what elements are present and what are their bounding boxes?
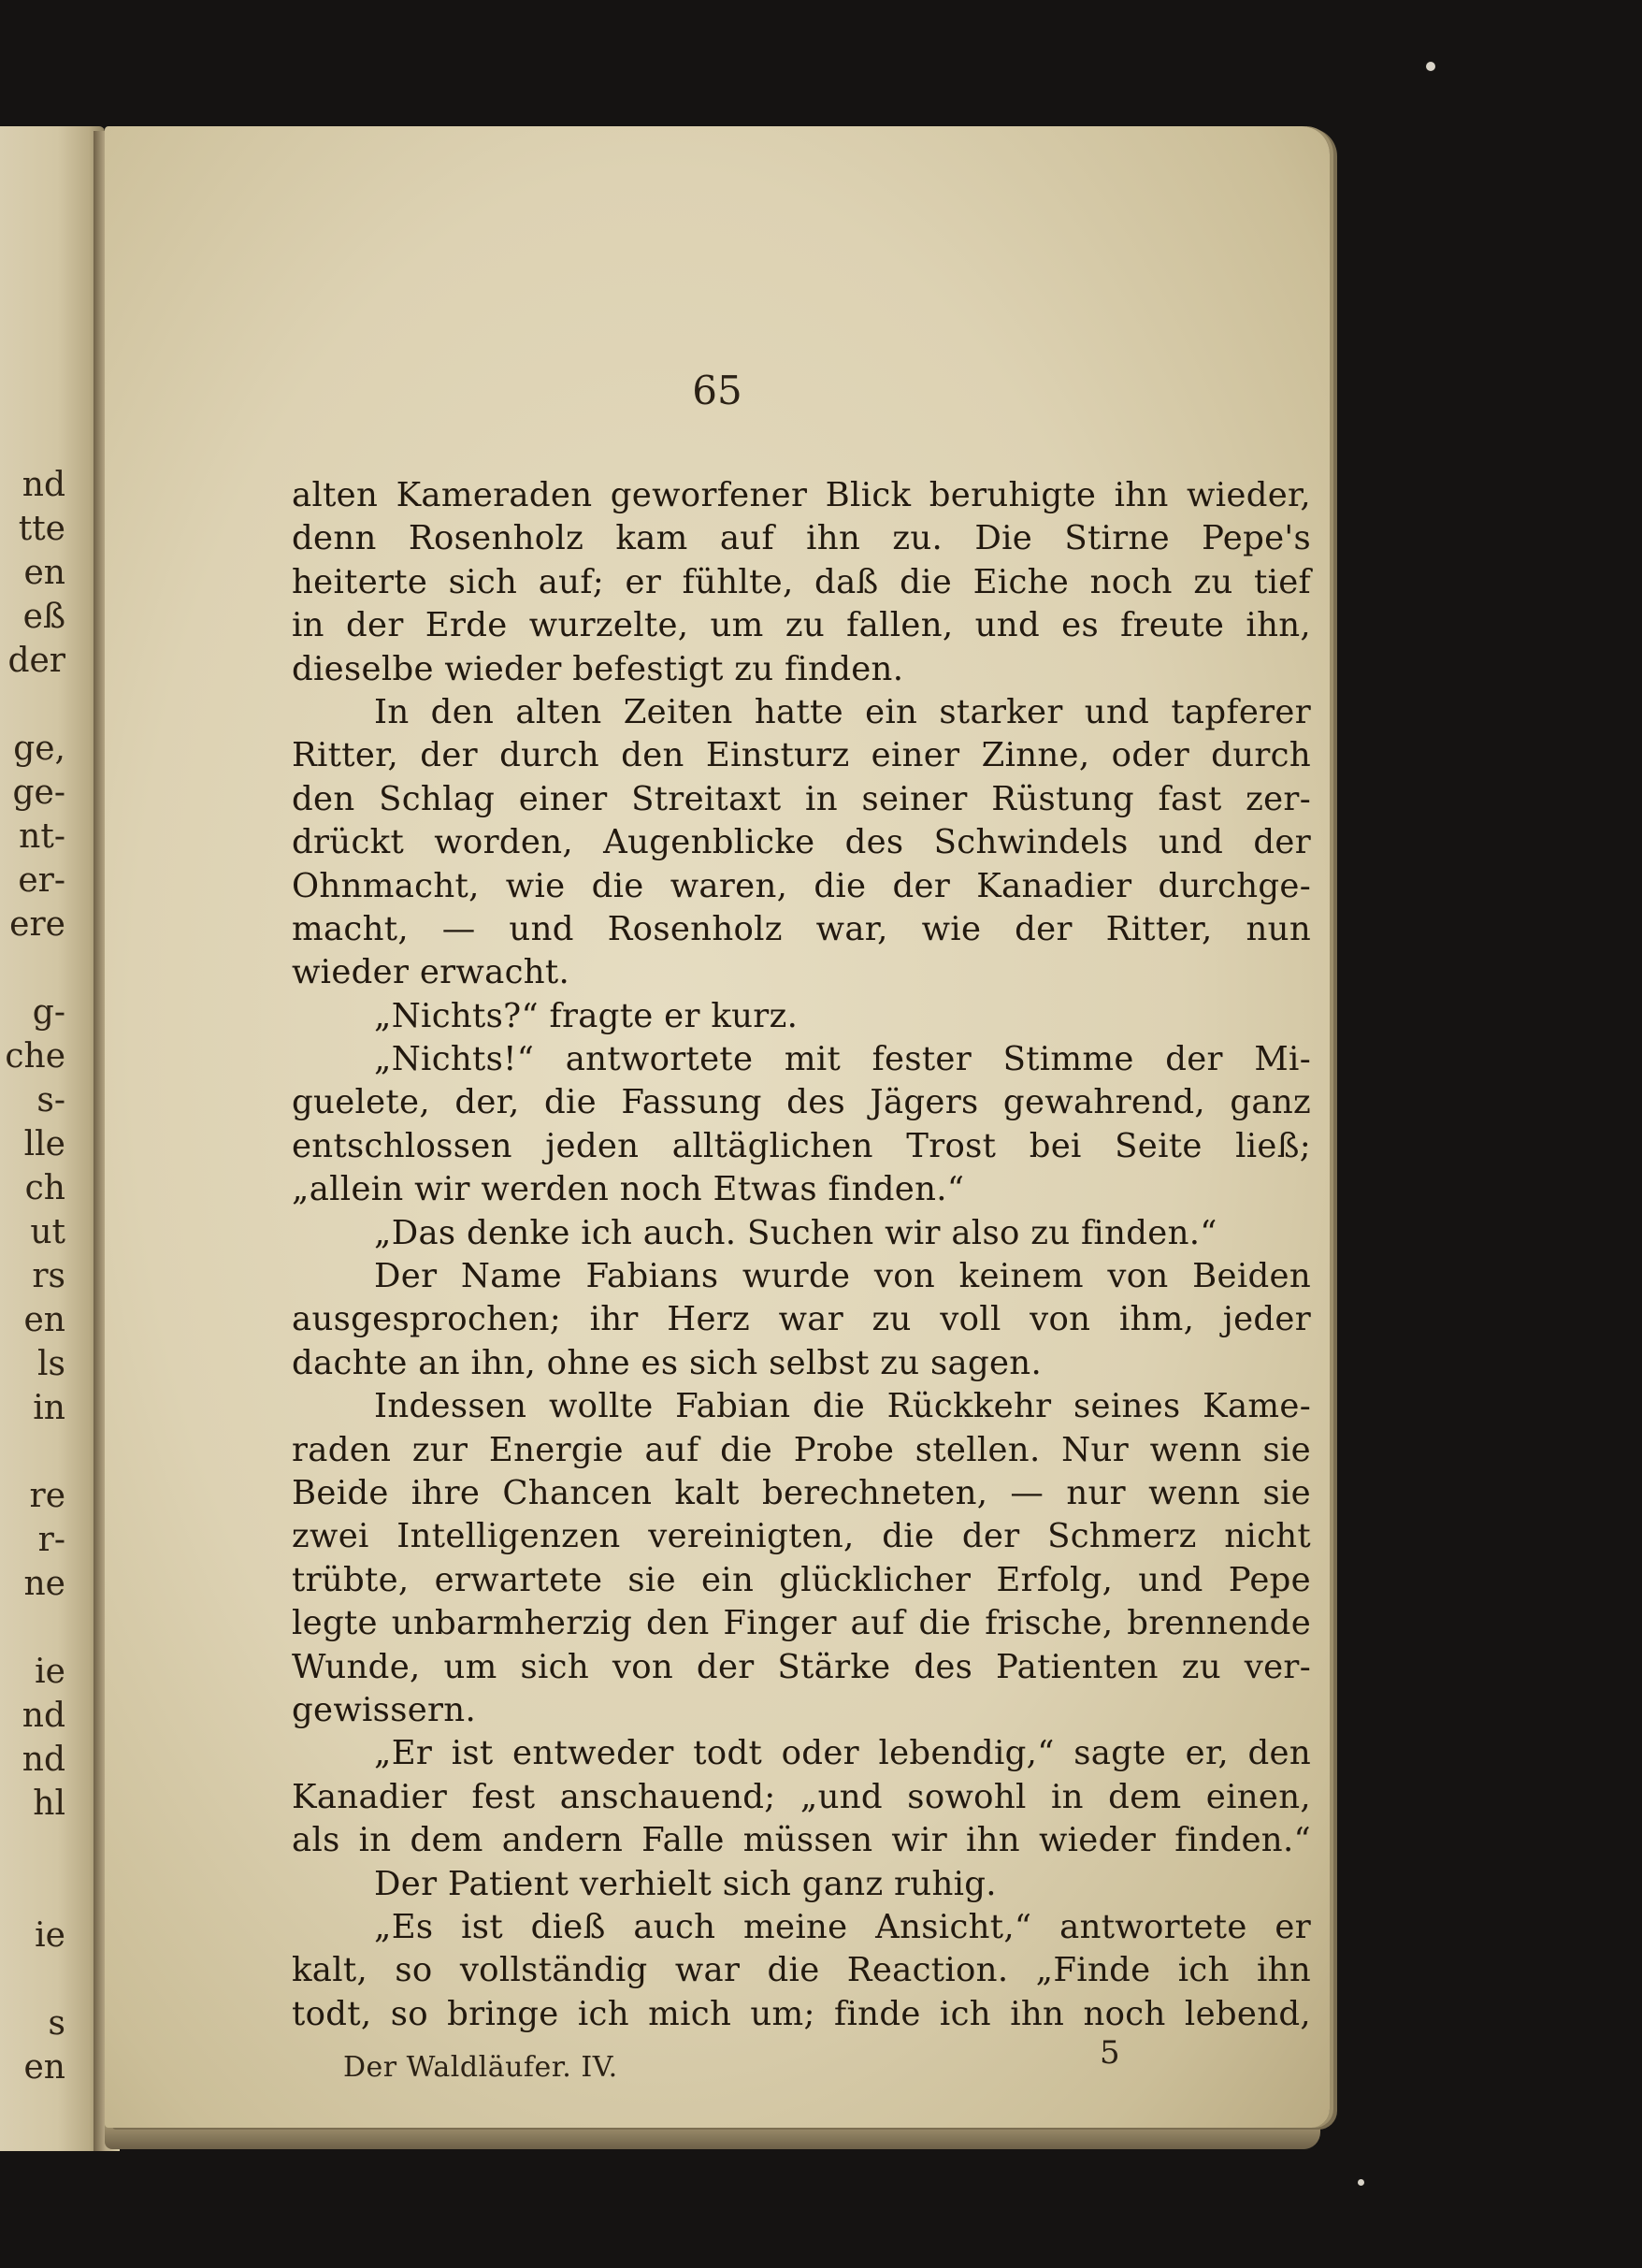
fragment-line: ge-	[12, 773, 65, 812]
previous-page-text-fragments	[0, 463, 65, 2089]
fragment-line: en	[23, 2048, 65, 2087]
text-line: denn Rosenholz kam auf ihn zu. Die Stirne Pepe's	[292, 519, 1311, 558]
fragment-line: en	[23, 1301, 65, 1339]
fragment-line: in	[33, 1389, 65, 1427]
text-line: trübte, erwartete sie ein glücklicher Erfolg, und Pepe	[292, 1560, 1311, 1599]
fragment-line: der	[7, 642, 65, 680]
fragment-line: ne	[23, 1565, 65, 1603]
fragment-line: re	[29, 1477, 65, 1515]
text-line: macht, — und Rosenholz war, wie der Ritter, nun	[292, 909, 1311, 948]
fragment-line: hl	[33, 1784, 65, 1823]
fragment-line: lle	[23, 1125, 65, 1163]
text-line: Beide ihre Chancen kalt berechneten, — nur wenn sie	[292, 1473, 1311, 1512]
fragment-line: en	[23, 554, 65, 592]
text-line: kalt, so vollständig war die Reaction. „Finde ich ihn	[292, 1951, 1311, 1990]
fragment-line	[0, 1870, 65, 1914]
text-line: Der Patient verhielt sich ganz ruhig.	[374, 1864, 997, 1903]
fragment-line: er-	[18, 861, 65, 900]
text-line: gewissern.	[292, 1690, 477, 1729]
text-line: als in dem andern Falle müssen wir ihn wieder finden.“	[292, 1821, 1311, 1860]
text-line: legte unbarmherzig den Finger auf die frische, brennende	[292, 1604, 1311, 1643]
fragment-line	[0, 1606, 65, 1650]
fragment-line: ls	[37, 1345, 65, 1383]
fragment-line: tte	[18, 510, 65, 548]
text-line: „Er ist entweder todt oder lebendig,“ sagte er, den	[374, 1734, 1311, 1773]
fragment-line	[0, 683, 65, 727]
text-line: „Nichts!“ antwortete mit fester Stimme der Mi-	[374, 1040, 1311, 1079]
text-line: Ritter, der durch den Einsturz einer Zinne, oder durch	[292, 736, 1311, 775]
text-line: dachte an ihn, ohne es sich selbst zu sagen.	[292, 1343, 1043, 1382]
fragment-line: ut	[30, 1213, 65, 1251]
text-line: In den alten Zeiten hatte ein starker und tapferer	[374, 692, 1311, 731]
fragment-line: ie	[35, 1916, 65, 1955]
fragment-line: ch	[24, 1169, 65, 1207]
fragment-line	[0, 1430, 65, 1474]
book-page	[105, 126, 1330, 2128]
text-line: Der Name Fabians wurde von keinem von Beiden	[374, 1257, 1311, 1296]
fragment-line: nd	[22, 1697, 65, 1735]
text-line: Indessen wollte Fabian die Rückkehr seines Kame-	[374, 1387, 1311, 1426]
dust-speck	[1358, 2179, 1364, 2186]
fragment-line: nd	[22, 466, 65, 504]
text-line: in der Erde wurzelte, um zu fallen, und es freute ihn,	[292, 606, 1311, 645]
fragment-line: s	[48, 2004, 65, 2043]
text-line: guelete, der, die Fassung des Jägers gewahrend, ganz	[292, 1083, 1311, 1122]
fragment-line: g-	[32, 993, 65, 1032]
text-line: den Schlag einer Streitaxt in seiner Rüstung fast zer-	[292, 779, 1311, 818]
fragment-line: eß	[22, 598, 65, 636]
text-line: alten Kameraden geworfener Blick beruhigte ihn wieder,	[292, 476, 1311, 514]
fragment-line: ge,	[13, 730, 65, 768]
text-line: Wunde, um sich von der Stärke des Patienten zu ver-	[292, 1647, 1311, 1686]
fragment-line: ie	[35, 1653, 65, 1691]
previous-page-edge	[0, 126, 105, 2151]
text-line: entschlossen jeden alltäglichen Trost bei Seite ließ;	[292, 1126, 1311, 1165]
text-line: „Das denke ich auch. Suchen wir also zu finden.“	[374, 1213, 1217, 1252]
text-line: raden zur Energie auf die Probe stellen. Nur wenn sie	[292, 1430, 1311, 1469]
text-line: „allein wir werden noch Etwas finden.“	[292, 1170, 965, 1209]
text-line: zwei Intelligenzen vereinigten, die der Schmerz nicht	[292, 1517, 1311, 1556]
fragment-line	[0, 946, 65, 990]
fragment-line: nd	[22, 1741, 65, 1779]
text-line: ausgesprochen; ihr Herz war zu voll von ihm, jeder	[292, 1300, 1311, 1339]
fragment-line	[0, 1957, 65, 2001]
text-line: todt, so bringe ich mich um; finde ich ihn noch lebend,	[292, 1994, 1311, 2033]
fragment-line	[0, 1826, 65, 1870]
fragment-line: che	[5, 1037, 65, 1076]
text-line: dieselbe wieder befestigt zu finden.	[292, 649, 904, 688]
text-line: „Es ist dieß auch meine Ansicht,“ antwortete er	[374, 1907, 1311, 1946]
footer-book-title: Der Waldläufer. IV.	[343, 2051, 618, 2084]
fragment-line: s-	[36, 1081, 65, 1120]
text-line: Ohnmacht, wie die waren, die der Kanadier durchge-	[292, 866, 1311, 905]
sheet-signature-mark: 5	[1100, 2034, 1120, 2072]
text-line: drückt worden, Augenblicke des Schwindels und der	[292, 823, 1311, 862]
text-line: heiterte sich auf; er fühlte, daß die Eiche noch zu tief	[292, 562, 1311, 601]
page-body-text	[292, 474, 1311, 2036]
text-line: „Nichts?“ fragte er kurz.	[374, 996, 799, 1035]
fragment-line: ere	[9, 905, 65, 944]
dust-speck	[1426, 62, 1435, 71]
page-number: 65	[692, 368, 742, 413]
text-line: wieder erwacht.	[292, 953, 570, 992]
text-line: Kanadier fest anschauend; „und sowohl in dem einen,	[292, 1777, 1311, 1816]
fragment-line: rs	[32, 1257, 65, 1295]
fragment-line: nt-	[19, 817, 65, 856]
fragment-line: r-	[37, 1521, 65, 1559]
